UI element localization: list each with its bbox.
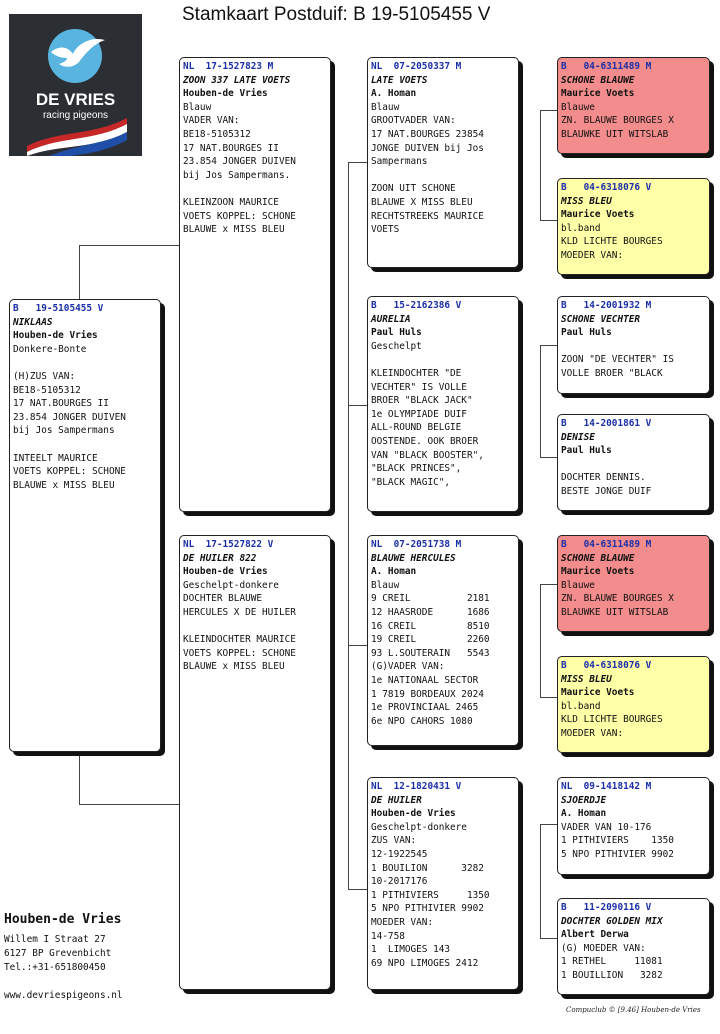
pigeon-note-line: 12 HAASRODE 1686 <box>371 606 490 618</box>
pigeon-card-grandparent[interactable] <box>367 777 519 990</box>
pigeon-name: MISS BLEU <box>561 673 612 685</box>
pigeon-name: DOCHTER GOLDEN MIX <box>561 915 663 927</box>
pigeon-card-great-grandparent[interactable] <box>557 296 710 394</box>
breeder-website[interactable]: www.devriespigeons.nl <box>4 990 123 1001</box>
pigeon-note-line: KLEINZOON MAURICE <box>183 196 279 208</box>
pigeon-name: DE HUILER 822 <box>183 552 257 564</box>
pigeon-owner: Maurice Voets <box>561 687 635 699</box>
pigeon-card-grandparent[interactable] <box>367 57 519 268</box>
pigeon-note-line: Geschelpt-donkere <box>371 821 467 833</box>
ring-number: NL 07-2050337 M <box>371 61 462 72</box>
pigeon-name: NIKLAAS <box>13 316 53 328</box>
pigeon-notes <box>371 579 515 729</box>
pigeon-owner: Houben-de Vries <box>371 808 456 820</box>
pigeon-note-line: DOCHTER DENNIS. <box>561 472 646 484</box>
pigeon-notes <box>183 579 327 674</box>
pigeon-note-line: VOETS KOPPEL: SCHONE <box>13 466 126 478</box>
pigeon-note-line <box>561 458 706 472</box>
pigeon-owner: Paul Huls <box>561 327 612 339</box>
pigeon-note-line: 16 CREIL 8510 <box>371 620 490 632</box>
ring-number: NL 17-1527823 M <box>183 61 274 72</box>
pigeon-note-line: bl.band <box>561 222 601 234</box>
pigeon-card-great-grandparent[interactable] <box>557 777 710 875</box>
pigeon-card-great-grandparent[interactable] <box>557 414 710 511</box>
pigeon-note-line: ZN. BLAUWE BOURGES X <box>561 115 674 127</box>
pigeon-card-mother[interactable] <box>179 535 331 990</box>
pigeon-name: SCHONE BLAUWE <box>561 552 635 564</box>
pigeon-note-line <box>13 438 157 452</box>
pigeon-note-line: VECHTER" IS VOLLE <box>371 381 467 393</box>
pigeon-note-line: Donkere-Bonte <box>13 343 87 355</box>
pigeon-name: BLAUWE HERCULES <box>371 552 456 564</box>
pigeon-note-line: bij Jos Sampermans. <box>183 169 291 181</box>
ring-number: B 04-6318076 V <box>561 182 652 193</box>
pigeon-note-line: KLEINDOCHTER "DE <box>371 367 462 379</box>
pigeon-notes <box>371 821 515 971</box>
ring-number: B 15-2162386 V <box>371 300 462 311</box>
pigeon-owner: Houben-de Vries <box>183 88 268 100</box>
pigeon-note-line: BE18-5105312 <box>183 128 251 140</box>
pigeon-card-grandparent[interactable] <box>367 535 519 746</box>
ring-number: B 04-6318076 V <box>561 660 652 671</box>
breeder-info <box>4 912 123 1003</box>
pigeon-note-line: VOETS <box>371 224 400 236</box>
pigeon-note-line: 1e OLYMPIADE DUIF <box>371 408 467 420</box>
pigeon-note-line <box>13 356 157 370</box>
pigeon-name: DENISE <box>561 431 595 443</box>
pigeon-note-line: BE18-5105312 <box>13 384 81 396</box>
pigeon-owner: Paul Huls <box>561 445 612 457</box>
pigeon-note-line: VADER VAN: <box>183 115 240 127</box>
pigeon-note-line: 5 NPO PITHIVIER 9902 <box>371 903 484 915</box>
pigeon-notes <box>561 821 706 862</box>
ring-number: B 19-5105455 V <box>13 303 104 314</box>
connector-line <box>348 645 369 646</box>
ring-number: NL 09-1418142 M <box>561 781 652 792</box>
ring-number: B 14-2001861 V <box>561 418 652 429</box>
pigeon-notes <box>371 340 515 490</box>
pigeon-note-line: 17 NAT.BOURGES 23854 <box>371 128 484 140</box>
ring-number: NL 07-2051738 M <box>371 539 462 550</box>
pigeon-note-line: Blauw <box>371 579 400 591</box>
pigeon-note-line: OOSTENDE. OOK BROER <box>371 435 479 447</box>
pigeon-card-great-grandparent[interactable] <box>557 898 710 995</box>
ring-number: B 04-6311489 M <box>561 539 652 550</box>
brand-logo <box>9 14 142 156</box>
pigeon-note-line: (G) MOEDER VAN: <box>561 942 646 954</box>
pigeon-note-line: 9 CREIL 2181 <box>371 593 490 605</box>
pigeon-owner: Maurice Voets <box>561 88 635 100</box>
pigeon-note-line: 1 7819 BORDEAUX 2024 <box>371 688 484 700</box>
pigeon-note-line: (G)VADER VAN: <box>371 661 445 673</box>
pigeon-note-line: 1e PROVINCIAAL 2465 <box>371 702 479 714</box>
pigeon-note-line: 1e NATIONAAL SECTOR <box>371 674 479 686</box>
pigeon-card-great-grandparent[interactable] <box>557 535 710 632</box>
ring-number: B 11-2090116 V <box>561 902 652 913</box>
ring-number: NL 12-1820431 V <box>371 781 462 792</box>
pigeon-card-great-grandparent[interactable] <box>557 57 710 154</box>
pigeon-note-line: Blauwe <box>561 579 595 591</box>
pigeon-note-line: "BLACK MAGIC", <box>371 476 451 488</box>
pigeon-note-line: 23.854 JONGER DUIVEN <box>183 156 296 168</box>
pigeon-notes <box>561 579 706 620</box>
logo-text: DE VRIES <box>35 90 116 109</box>
pigeon-note-line: RECHTSTREEKS MAURICE <box>371 210 484 222</box>
pigeon-note-line: ZOON UIT SCHONE <box>371 183 456 195</box>
pigeon-note-line: ALL-ROUND BELGIE <box>371 422 462 434</box>
pigeon-note-line: 93 L.SOUTERAIN 5543 <box>371 647 490 659</box>
pigeon-note-line: VOETS KOPPEL: SCHONE <box>183 647 296 659</box>
pigeon-note-line <box>183 620 327 634</box>
pigeon-note-line: VADER VAN 10-176 <box>561 821 652 833</box>
connector-line <box>79 245 181 301</box>
pigeon-name: SJOERDJE <box>561 794 607 806</box>
pigeon-owner: A. Homan <box>561 808 607 820</box>
pigeon-note-line: 19 CREIL 2260 <box>371 634 490 646</box>
logo-subtext: racing pigeons <box>42 110 109 121</box>
pigeon-card-subject[interactable] <box>9 299 161 752</box>
pigeon-note-line: KLEINDOCHTER MAURICE <box>183 634 296 646</box>
pigeon-note-line: BLAUWE x MISS BLEU <box>13 479 115 491</box>
pigeon-note-line: 1 BOUILION 3282 <box>371 862 484 874</box>
pigeon-note-line: JONGE DUIVEN bij Jos <box>371 142 484 154</box>
pigeon-note-line <box>371 169 515 183</box>
pigeon-notes <box>561 101 706 142</box>
pigeon-note-line: 1 LIMOGES 143 <box>371 944 451 956</box>
pigeon-owner: Houben-de Vries <box>13 330 98 342</box>
pigeon-card-great-grandparent[interactable] <box>557 178 710 275</box>
pigeon-notes <box>371 101 515 237</box>
pigeon-note-line: MOEDER VAN: <box>371 916 434 928</box>
pigeon-note-line: bl.band <box>561 700 601 712</box>
pigeon-owner: A. Homan <box>371 88 417 100</box>
pigeon-note-line: ZUS VAN: <box>371 835 417 847</box>
pigeon-note-line: 17 NAT.BOURGES II <box>13 398 109 410</box>
pigeon-note-line: Blauw <box>371 101 400 113</box>
pigeon-owner: Albert Derwa <box>561 929 629 941</box>
ring-number: B 04-6311489 M <box>561 61 652 72</box>
pigeon-note-line: Sampermans <box>371 156 428 168</box>
pigeon-owner: Maurice Voets <box>561 566 635 578</box>
pigeon-note-line: KLD LICHTE BOURGES <box>561 236 663 248</box>
pigeon-name: DE HUILER <box>371 794 422 806</box>
pigeon-note-line: Geschelpt-donkere <box>183 579 279 591</box>
pigeon-note-line: DOCHTER BLAUWE <box>183 593 263 605</box>
pigeon-name: SCHONE VECHTER <box>561 313 641 325</box>
breeder-phone: Tel.:+31-651800450 <box>4 962 106 973</box>
pigeon-note-line <box>371 353 515 367</box>
pigeon-name: LATE VOETS <box>371 74 428 86</box>
connector-line <box>348 405 369 406</box>
pigeon-notes <box>561 458 706 499</box>
breeder-city: 6127 BP Grevenbicht <box>4 948 112 959</box>
pigeon-name: AURELIA <box>371 313 411 325</box>
pigeon-owner: Houben-de Vries <box>183 566 268 578</box>
breeder-name: Houben-de Vries <box>4 912 122 927</box>
pigeon-note-line: (H)ZUS VAN: <box>13 370 76 382</box>
pigeon-note-line: 14-758 <box>371 930 405 942</box>
pigeon-note-line: 23.854 JONGER DUIVEN <box>13 411 126 423</box>
pigeon-note-line: BROER "BLACK JACK" <box>371 395 473 407</box>
pigeon-note-line: GROOTVADER VAN: <box>371 115 456 127</box>
pigeon-notes <box>13 343 157 493</box>
pigeon-note-line: 12-1922545 <box>371 848 428 860</box>
pigeon-notes <box>183 101 327 237</box>
pigeon-name: SCHONE BLAUWE <box>561 74 635 86</box>
pigeon-note-line: VOETS KOPPEL: SCHONE <box>183 210 296 222</box>
pigeon-note-line: 1 PITHIVIERS 1350 <box>561 835 674 847</box>
pigeon-note-line: HERCULES X DE HUILER <box>183 606 296 618</box>
pigeon-note-line: 10-2017176 <box>371 876 428 888</box>
pigeon-notes <box>561 942 706 983</box>
pigeon-note-line: BLAUWE X MISS BLEU <box>371 196 473 208</box>
page-title: Stamkaart Postduif: B 19-5105455 V <box>182 4 491 25</box>
pigeon-note-line: 1 PITHIVIERS 1350 <box>371 889 490 901</box>
pigeon-note-line: Geschelpt <box>371 340 422 352</box>
pigeon-notes <box>561 340 706 381</box>
pigeon-notes <box>561 222 706 263</box>
pigeon-note-line: "BLACK PRINCES", <box>371 463 462 475</box>
pigeon-note-line: 5 NPO PITHIVIER 9902 <box>561 848 674 860</box>
pigeon-note-line: 17 NAT.BOURGES II <box>183 142 279 154</box>
pigeon-note-line: 1 RETHEL 11081 <box>561 956 663 968</box>
pigeon-note-line: KLD LICHTE BOURGES <box>561 714 663 726</box>
breeder-address: Willem I Straat 27 <box>4 934 106 945</box>
ring-number: B 14-2001932 M <box>561 300 652 311</box>
pigeon-note-line: ZOON "DE VECHTER" IS <box>561 354 674 366</box>
pigeon-note-line: 1 BOUILLION 3282 <box>561 969 663 981</box>
pigeon-note-line: BLAUWKE UIT WITSLAB <box>561 606 669 618</box>
pigeon-name: MISS BLEU <box>561 195 612 207</box>
pigeon-note-line: BLAUWE x MISS BLEU <box>183 224 285 236</box>
pigeon-note-line: Blauw <box>183 101 212 113</box>
pigeon-note-line: VOLLE BROER "BLACK <box>561 367 663 379</box>
pigeon-note-line: INTEELT MAURICE <box>13 452 98 464</box>
pigeon-note-line <box>561 340 706 354</box>
pigeon-note-line: BLAUWKE UIT WITSLAB <box>561 128 669 140</box>
pigeon-note-line: bij Jos Sampermans <box>13 425 115 437</box>
pigeon-owner: Paul Huls <box>371 327 422 339</box>
ring-number: NL 17-1527822 V <box>183 539 274 550</box>
pigeon-note-line: 6e NPO CAHORS 1080 <box>371 715 473 727</box>
pigeon-note-line: MOEDER VAN: <box>561 249 624 261</box>
pigeon-note-line: 69 NPO LIMOGES 2412 <box>371 957 479 969</box>
pigeon-notes <box>561 700 706 741</box>
pigeon-owner: A. Homan <box>371 566 417 578</box>
connector-line <box>79 752 181 805</box>
pigeon-card-grandparent[interactable] <box>367 296 519 512</box>
pigeon-logo-icon <box>9 14 142 156</box>
pigeon-note-line: MOEDER VAN: <box>561 727 624 739</box>
footer-credit: Compuclub © [9.46] Houben-de Vries <box>566 1006 701 1014</box>
pigeon-name: ZOON 337 LATE VOETS <box>183 74 291 86</box>
pigeon-card-father[interactable] <box>179 57 331 512</box>
pigeon-note-line: VAN "BLACK BOOSTER", <box>371 449 484 461</box>
pigeon-note-line: Blauwe <box>561 101 595 113</box>
pigeon-note-line <box>183 182 327 196</box>
pigeon-note-line: BLAUWE x MISS BLEU <box>183 661 285 673</box>
pigeon-card-great-grandparent[interactable] <box>557 656 710 753</box>
pigeon-owner: Maurice Voets <box>561 209 635 221</box>
pigeon-note-line: BESTE JONGE DUIF <box>561 485 652 497</box>
pigeon-note-line: ZN. BLAUWE BOURGES X <box>561 593 674 605</box>
